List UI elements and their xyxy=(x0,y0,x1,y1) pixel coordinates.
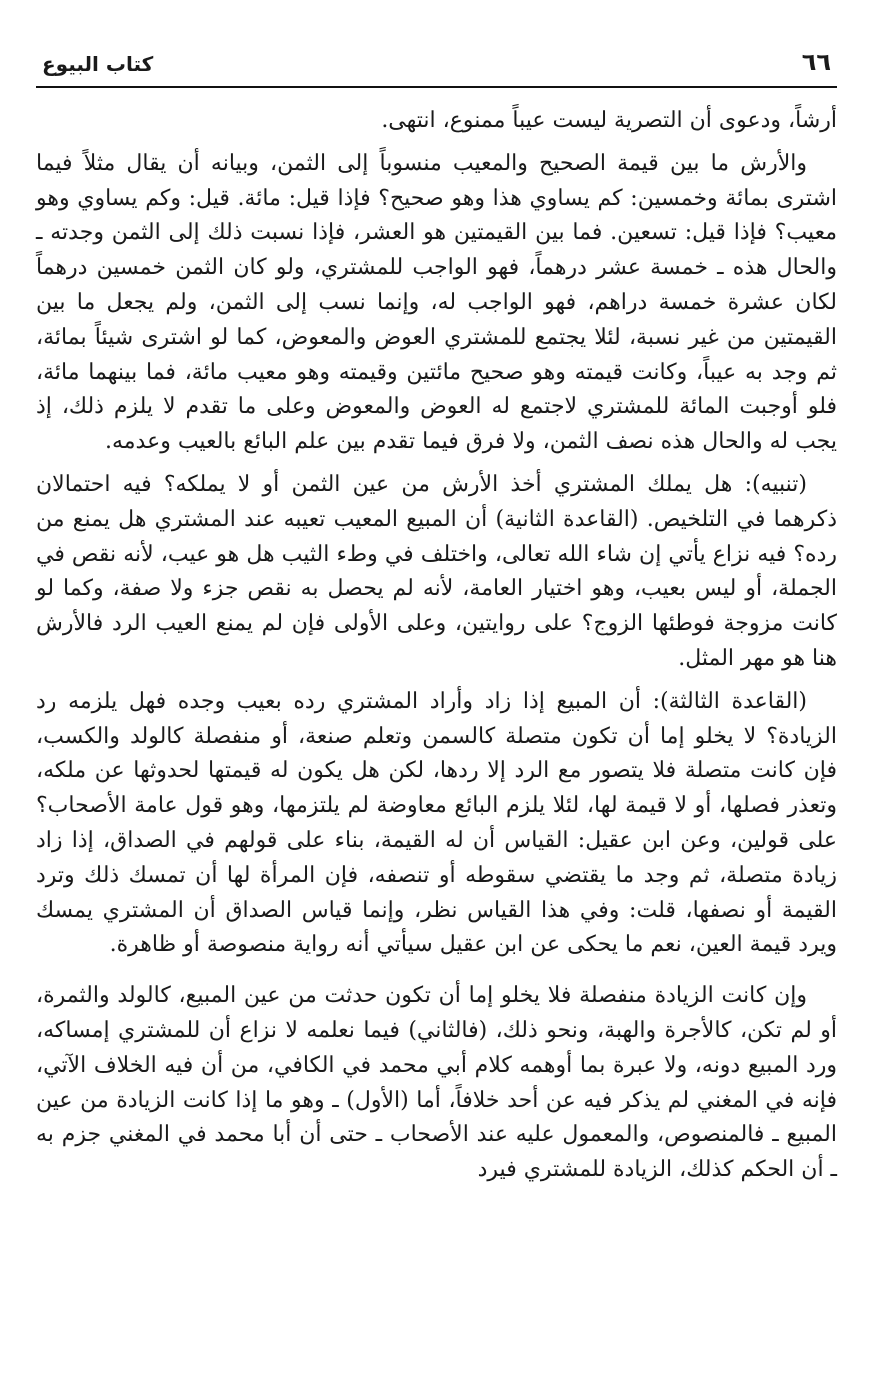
paragraph: أرشاً، ودعوى أن التصرية ليست عيباً ممنوع، انتهى. xyxy=(381,108,837,133)
page-number: ٦٦ xyxy=(801,48,831,76)
page-header xyxy=(36,46,837,88)
paragraph: (القاعدة الثالثة): أن المبيع إذا زاد وأراد المشتري رده بعيب وجده فهل يلزمه رد الزيادة؟ لا يخلو إما أن تكون متصلة كالسمن وتعلم صنعة، أو منفصلة كالولد والكسب، فإن كانت متصلة فلا يتصور مع الرد إلا ردها، لكن هل يكون له قيمتها لحدوثها عن ملكه، وتعذر فصلها، أو لا قيمة لها، لئلا يلزم البائع معاوضة لم يلتزمها، وهو قول عامة الأصحاب؟ على قولين، وعن ابن عقيل: القياس أن له القيمة، بناء على قولهم في الصداق، إذا زاد زيادة متصلة، ثم وجد ما يقتضي سقوطه أو تنصفه، فإن المرأة لها أن تمسك ذلك وترد القيمة أو نصفها، قلت: وفي هذا القياس نظر، وإنما قياس الصداق أن المشتري يمسك ويرد قيمة العين، نعم ما يحكى عن ابن عقيل سيأتي أنه رواية منصوصة أو ظاهرة. xyxy=(36,688,837,958)
paragraph: والأرش ما بين قيمة الصحيح والمعيب منسوباً إلى الثمن، وبيانه أن يقال مثلاً فيما اشترى بمائة وخمسين: كم يساوي هذا وهو صحيح؟ فإذا قيل: مائة. قيل: وكم يساوي وهو معيب؟ فإذا قيل: تسعين. فما بين القيمتين هو العشر، فإذا نسبت ذلك إلى الثمن وجدته ـ والحال هذه ـ خمسة عشر درهماً، فهو الواجب للمشتري، ولو كان الثمن خمسين درهماً لكان عشرة خمسة دراهم، فهو الواجب له، وإنما نسب إلى الثمن، ولم يجعل ما بين القيمتين من غير نسبة، لئلا يجتمع للمشتري العوض والمعوض، كما لو اشترى شيئاً بمائة، ثم وجد به عيباً، وكانت قيمته وهو صحيح مائتين وقيمته وهو معيب مائة، فما بينهما مائة، فلو أوجبت المائة للمشتري لاجتمع له العوض والمعوض وعلى ما تقدم لا يلزم ذلك، إذ يجب له والحال هذه نصف الثمن، ولا فرق فيما تقدم بين علم البائع بالعيب وعدمه. xyxy=(36,150,837,455)
paragraph: وإن كانت الزيادة منفصلة فلا يخلو إما أن تكون حدثت من عين المبيع، كالولد والثمرة، أو لم تكن، كالأجرة والهبة، ونحو ذلك، (فالثاني) فيما نعلمه لا نزاع أن للمشتري إمساكه، ورد المبيع دونه، ولا عبرة بما أوهمه كلام أبي محمد في الكافي، من أن فيه الخلاف الآتي، فإنه في المغني لم يذكر فيه عن أحد خلافاً، أما (الأول) ـ وهو ما إذا كانت الزيادة من عين المبيع ـ فالمنصوص، والمعمول عليه عند الأصحاب ـ حتى أن أبا محمد في المغني جزم به ـ أن الحكم كذلك، الزيادة للمشتري فيرد xyxy=(36,983,837,1183)
running-title: كتاب البيوع xyxy=(42,52,154,76)
paragraph: (تنبيه): هل يملك المشتري أخذ الأرش من عين الثمن أو لا يملكه؟ فيه احتمالان ذكرهما في التلخيص. (القاعدة الثانية) أن المبيع المعيب تعيبه عند المشتري هل يمنع من رده؟ فيه نزاع يأتي إن شاء الله تعالى، واختلف في وطء الثيب هل هو عيب، لأنه نقص في الجملة، أو ليس بعيب، وهو اختيار العامة، لأنه لم يحصل به نقص جزء ولا صفة، وكما لو كانت مزوجة فوطئها الزوج؟ على روايتين، وعلى الأولى فإن لم يمنع العيب الرد فالأرش هنا هو مهر المثل. xyxy=(36,471,837,671)
body-text xyxy=(36,104,837,1188)
